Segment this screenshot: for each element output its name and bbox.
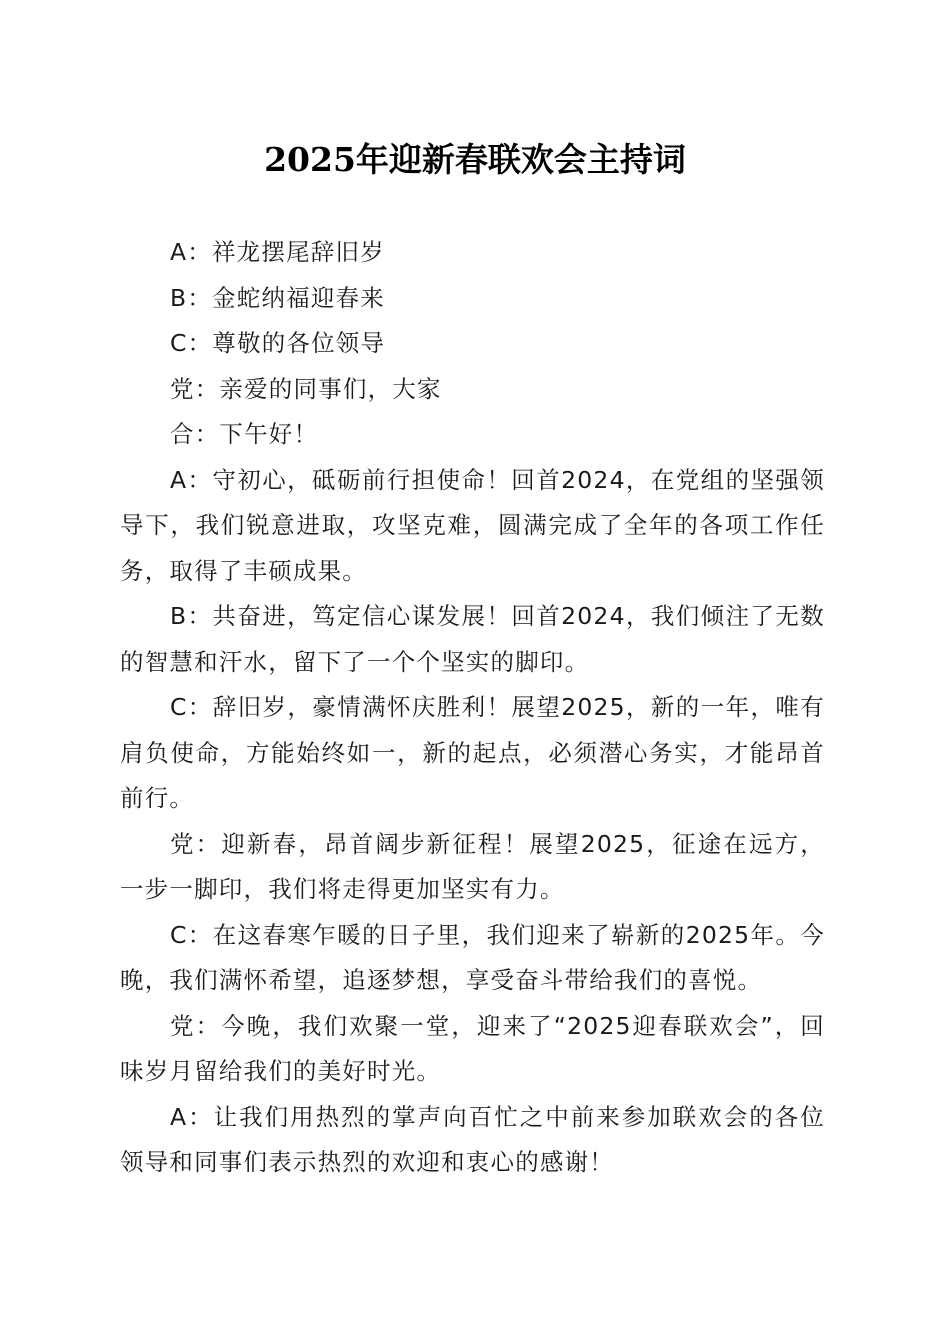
paragraph-8: C：辞旧岁，豪情满怀庆胜利！展望2025，新的一年，唯有肩负使命，方能始终如一，新的起点，必须潜心务实，才能昂首前行。 xyxy=(120,693,825,812)
paragraph-1: A：祥龙摆尾辞旧岁 xyxy=(170,238,385,266)
paragraph-4: 党：亲爱的同事们，大家 xyxy=(170,374,442,403)
paragraph-2: B：金蛇纳福迎春来 xyxy=(170,283,385,312)
paragraph-3: C：尊敬的各位领导 xyxy=(170,329,386,357)
paragraph-12: A：让我们用热烈的掌声向百忙之中前来参加联欢会的各位领导和同事们表示热烈的欢迎和衷心的感谢！ xyxy=(120,1102,825,1176)
paragraph-5: 合：下午好！ xyxy=(170,420,319,448)
paragraph-11: 党：今晚，我们欢聚一堂，迎来了“2025迎春联欢会”，回味岁月留给我们的美好时光。 xyxy=(120,1011,825,1085)
document-title: 2025年迎新春联欢会主持词 xyxy=(264,140,686,179)
document-body xyxy=(120,230,825,1186)
paragraph-9: 党：迎新春，昂首阔步新征程！展望2025，征途在远方，一步一脚印，我们将走得更加坚实有力。 xyxy=(120,829,825,903)
paragraph-7: B：共奋进，笃定信心谋发展！回首2024，我们倾注了无数的智慧和汗水，留下了一个个坚实的脚印。 xyxy=(120,602,825,676)
paragraph-6: A：守初心，砥砺前行担使命！回首2024，在党组的坚强领导下，我们锐意进取，攻坚克难，圆满完成了全年的各项工作任务，取得了丰硕成果。 xyxy=(120,465,825,585)
paragraph-10: C：在这春寒乍暖的日子里，我们迎来了崭新的2025年。今晚，我们满怀希望，追逐梦想，享受奋斗带给我们的喜悦。 xyxy=(120,920,825,994)
